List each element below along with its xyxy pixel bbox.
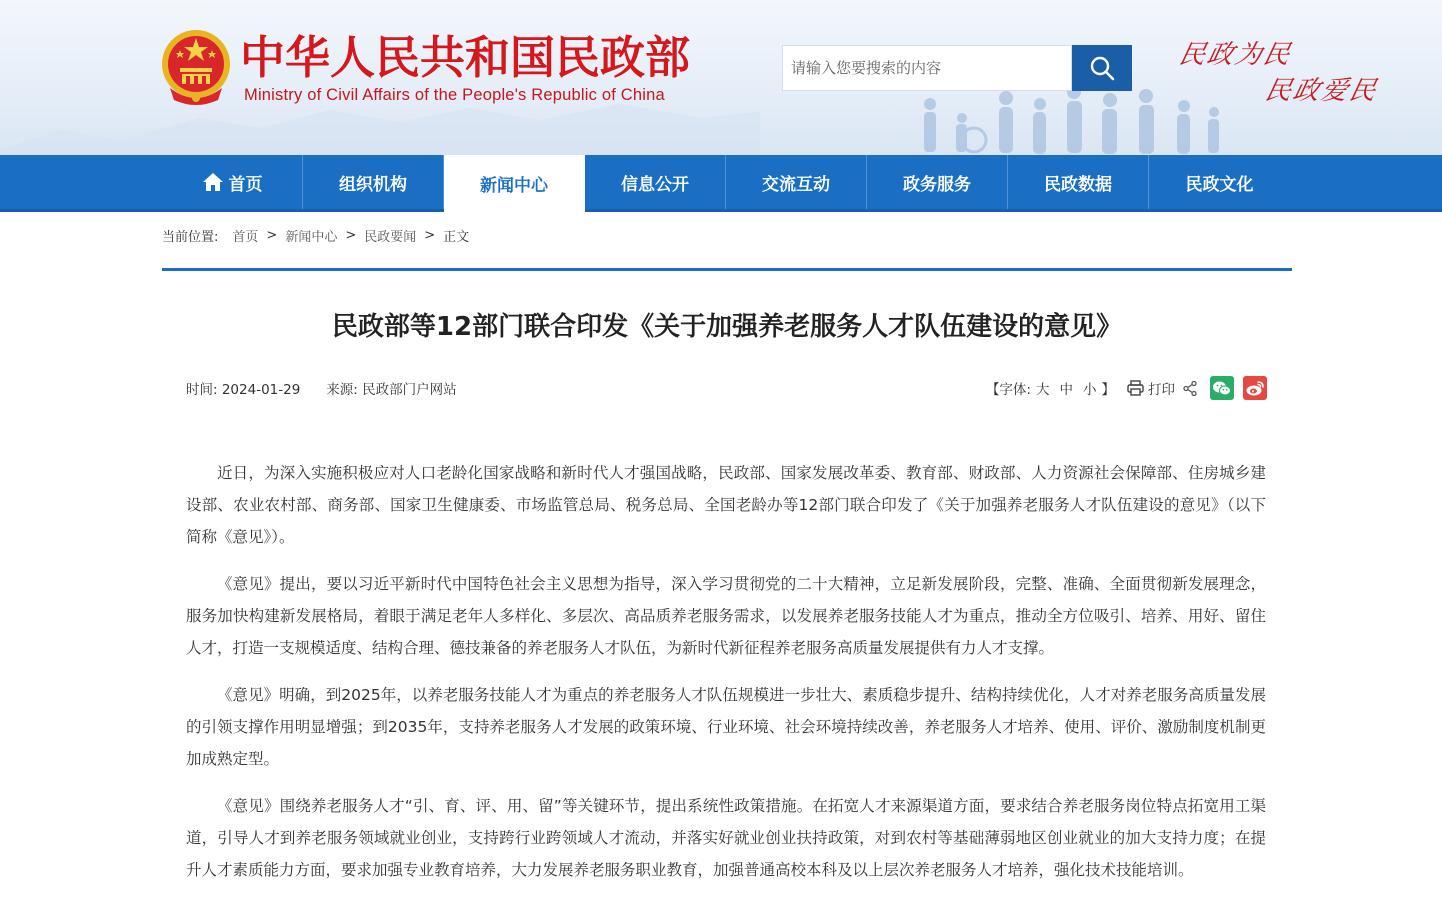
site-name-chinese[interactable]: 中华人民共和国民政部 (240, 31, 691, 84)
breadcrumb-separator: > (266, 227, 278, 243)
breadcrumb-link-news-center[interactable]: 新闻中心 (285, 229, 338, 245)
article-body (186, 457, 1266, 901)
content-top-rule (162, 268, 1292, 271)
share-button[interactable] (1183, 381, 1201, 396)
article-paragraph: 近日，为深入实施积极应对人口老龄化国家战略和新时代人才强国战略，民政部、国家发展改革委、教育部、财政部、人力资源社会保障部、住房城乡建设部、农业农村部、商务部、国家卫生健康委、市场监管总局、税务总局、全国老龄办等12部门联合印发了《关于加强养老服务人才队伍建设的意见》（以下简称《意见》）。 (186, 464, 1266, 546)
nav-item-government-services[interactable] (867, 155, 1008, 209)
breadcrumb-link-civil-affairs-news[interactable]: 民政要闻 (364, 229, 417, 245)
breadcrumb-separator: > (424, 227, 436, 243)
printer-icon (1127, 380, 1144, 396)
breadcrumb-label: 当前位置: (162, 229, 219, 245)
nav-item-label: 民政数据 (1044, 174, 1112, 195)
home-icon (202, 172, 224, 192)
nav-item-label: 信息公开 (621, 174, 689, 195)
slogan-line-2: 民政爱民 (1262, 76, 1381, 106)
main-navigation (0, 155, 1442, 212)
nav-item-civil-affairs-data[interactable] (1008, 155, 1149, 209)
breadcrumb (162, 226, 469, 244)
nav-item-label: 政务服务 (903, 174, 971, 195)
nav-item-civil-affairs-culture[interactable] (1149, 155, 1290, 209)
font-size-label-close: 】 (1101, 382, 1115, 398)
nav-item-label: 民政文化 (1185, 174, 1254, 195)
print-label: 打印 (1148, 382, 1175, 398)
search-input[interactable] (782, 45, 1072, 91)
nav-item-home[interactable] (162, 155, 303, 209)
article-source: 来源: 民政部门户网站 (326, 382, 457, 398)
nav-item-information-disclosure[interactable] (585, 155, 726, 209)
article-title: 民政部等12部门联合印发《关于加强养老服务人才队伍建设的意见》 (331, 312, 1123, 342)
article-paragraph: 《意见》提出，要以习近平新时代中国特色社会主义思想为指导，深入学习贯彻党的二十大精神，立足新发展阶段，完整、准确、全面贯彻新发展理念，服务加快构建新发展格局，着眼于满足老年人多样化、多层次、高品质养老服务需求，以发展养老服务技能人才为重点，推动全方位吸引、培养、用好、留住人才，打造一支规模适度、结构合理、德技兼备的养老服务人才队伍，为新时代新征程养老服务高质量发展提供有力人才支撑。 (186, 575, 1266, 657)
print-button[interactable] (1127, 378, 1175, 398)
wechat-icon (1212, 380, 1232, 397)
breadcrumb-current: 正文 (443, 229, 470, 245)
article-paragraph: 《意见》明确，到2025年，以养老服务技能人才为重点的养老服务人才队伍规模进一步壮大、素质稳步提升、结构持续优化，人才对养老服务高质量发展的引领支撑作用明显增强；到2035年，支持养老服务人才发展的政策环境、行业环境、社会环境持续改善，养老服务人才培养、使用、评价、激励制度机制更加成熟定型。 (186, 686, 1266, 768)
share-icon (1183, 381, 1197, 396)
font-size-label: 【字体: (985, 382, 1031, 398)
national-emblem-icon (160, 28, 232, 106)
nav-item-label: 交流互动 (762, 174, 830, 195)
search-button[interactable] (1072, 45, 1132, 91)
share-wechat-button[interactable] (1210, 376, 1234, 400)
font-size-medium-button[interactable]: 中 (1059, 382, 1073, 398)
share-weibo-button[interactable] (1243, 376, 1267, 400)
nav-item-organization[interactable] (303, 155, 444, 209)
font-size-small-button[interactable]: 小 (1083, 382, 1097, 398)
font-size-selector (986, 378, 1115, 398)
breadcrumb-link-home[interactable]: 首页 (232, 229, 259, 245)
nav-item-label: 组织机构 (339, 174, 407, 195)
search-icon (1089, 55, 1115, 81)
weibo-icon (1245, 380, 1265, 397)
site-name-english: Ministry of Civil Affairs of the People's Republic of China (244, 86, 665, 104)
article-paragraph: 《意见》围绕养老服务人才“引、育、评、用、留”等关键环节，提出系统性政策措施。在拓宽人才来源渠道方面，要求结合养老服务岗位特点拓宽用工渠道，引导人才到养老服务领域就业创业，支持跨行业跨领域人才流动，并落实好就业创业扶持政策，对到农村等基础薄弱地区创业就业的加大支持力度；在提升人才素质能力方面，要求加强专业教育培养，大力发展养老服务职业教育，加强普通高校本科及以上层次养老服务人才培养，强化技术技能培训。 (186, 797, 1266, 879)
breadcrumb-separator: > (345, 227, 357, 243)
site-header (0, 0, 1442, 155)
font-size-large-button[interactable]: 大 (1036, 382, 1050, 398)
nav-item-interaction[interactable] (726, 155, 867, 209)
article-meta (186, 378, 457, 398)
nav-item-label: 新闻中心 (480, 176, 548, 196)
nav-item-label: 首页 (228, 174, 263, 195)
nav-item-news-center[interactable] (444, 155, 585, 212)
article-time: 时间: 2024-01-29 (186, 382, 301, 398)
article-tools (986, 375, 1267, 401)
slogan-line-1: 民政为民 (1176, 40, 1295, 70)
